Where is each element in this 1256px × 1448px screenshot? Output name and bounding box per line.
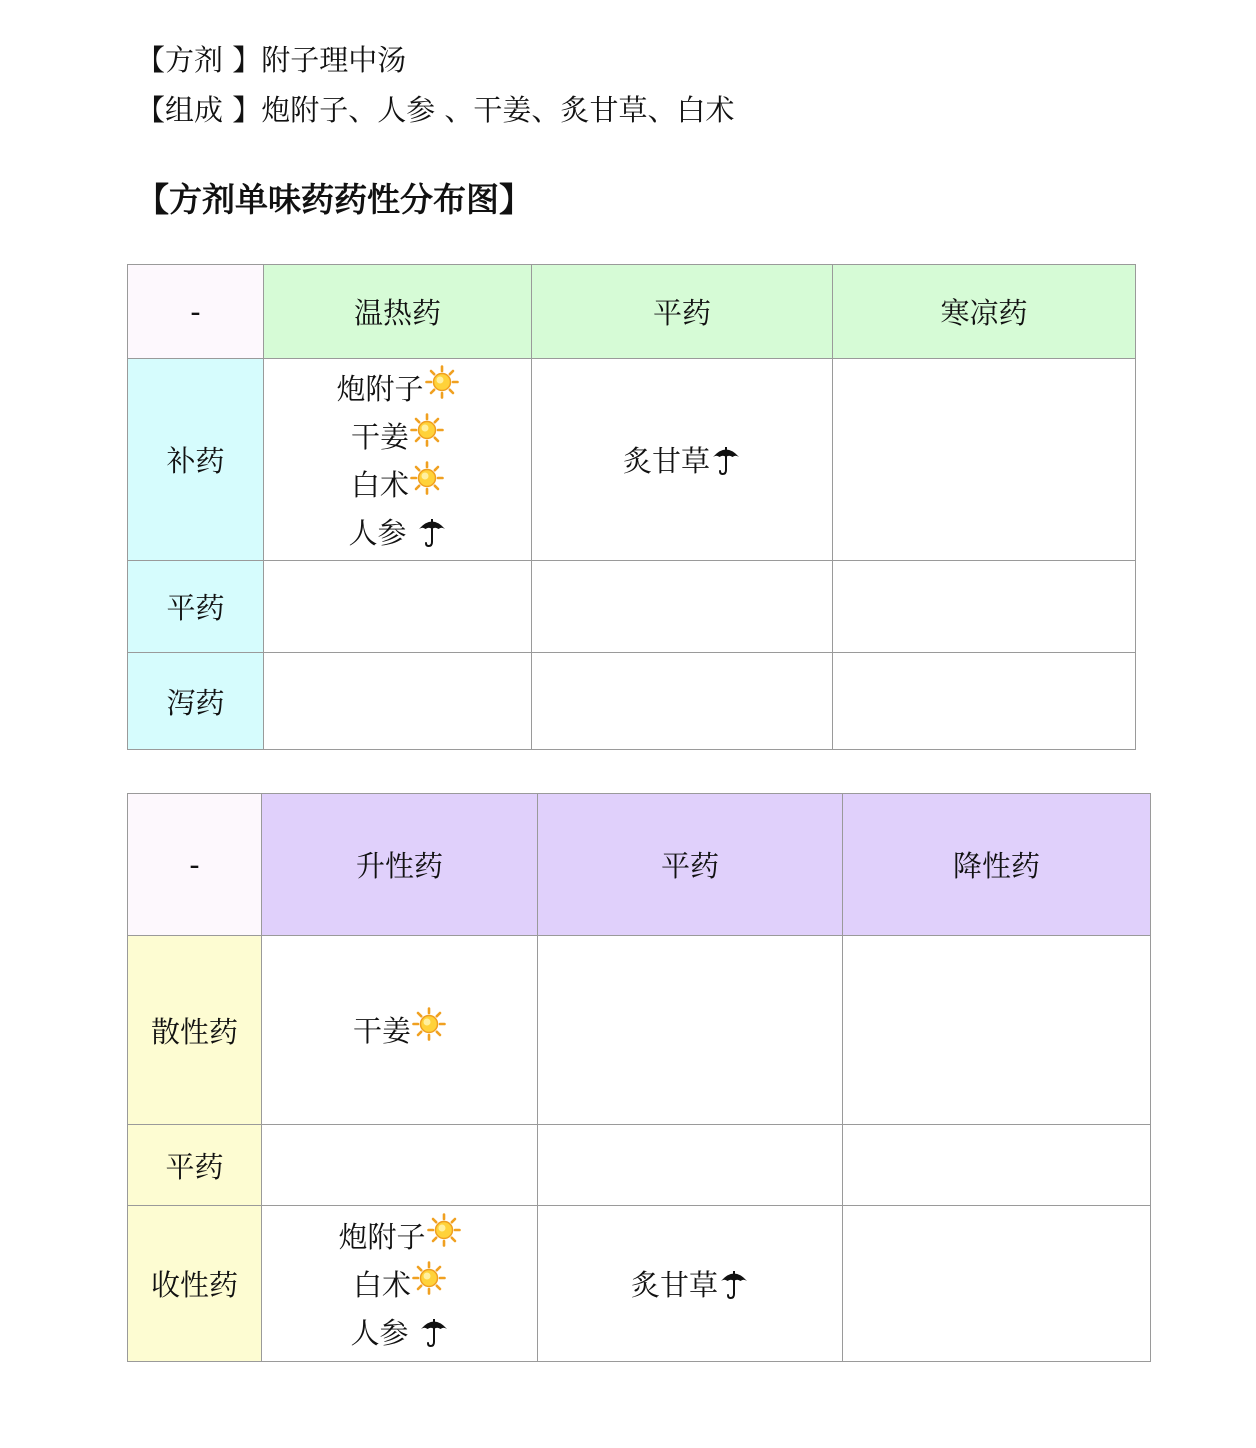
column-header-ascending: 升性药 [262, 794, 538, 936]
herb-entry [264, 412, 531, 460]
herb-entry [538, 1260, 842, 1308]
formula-composition-label: 【组成 】 [136, 93, 262, 127]
section-title: 【方剂单味药药性分布图】 [136, 180, 532, 219]
umbrella-icon [711, 446, 741, 476]
column-header-warm: 温热药 [264, 265, 532, 359]
sun-icon [412, 1275, 446, 1295]
direction-distribution-table [127, 793, 1151, 1362]
row-header-dispersing: 散性药 [128, 936, 262, 1125]
table-row [128, 653, 1136, 750]
table-cell [262, 936, 538, 1125]
herb-name: 白术 [352, 1267, 411, 1302]
herb-name: 炮附子 [336, 371, 424, 406]
herb-name: 人参 [350, 1315, 409, 1350]
table-cell [843, 1206, 1151, 1362]
herb-name: 人参 [348, 515, 407, 550]
herb-entry [532, 436, 832, 484]
sun-icon [427, 1227, 461, 1247]
herb-entry [262, 1260, 537, 1308]
herb-entry [264, 364, 531, 412]
herb-name: 白术 [350, 467, 409, 502]
table-cell [538, 936, 843, 1125]
herb-entry [262, 1006, 537, 1054]
herb-name: 干姜 [352, 1014, 411, 1048]
row-header-neutral: 平药 [128, 561, 264, 653]
herb-entry [264, 460, 531, 508]
table-cell [538, 1125, 843, 1206]
umbrella-icon [417, 518, 447, 548]
column-header-neutral: 平药 [532, 265, 833, 359]
table-corner-cell: - [128, 265, 264, 359]
table-row [128, 561, 1136, 653]
herb-name: 炙甘草 [630, 1267, 718, 1302]
herb-name: 炮附子 [338, 1219, 426, 1254]
herb-name: 干姜 [350, 419, 409, 454]
umbrella-icon [719, 1270, 749, 1300]
table-row [128, 936, 1151, 1125]
column-header-neutral: 平药 [538, 794, 843, 936]
umbrella-icon [419, 1318, 449, 1348]
herb-entry [262, 1212, 537, 1260]
herb-name: 炙甘草 [622, 443, 710, 478]
nature-distribution-table [127, 264, 1136, 750]
herb-entry [262, 1308, 537, 1356]
table-cell [264, 561, 532, 653]
formula-name-label: 【方剂 】 [136, 43, 262, 77]
table-row [128, 1206, 1151, 1362]
table-cell [843, 1125, 1151, 1206]
row-header-astringent: 收性药 [128, 1206, 262, 1362]
table-cell [833, 359, 1136, 561]
table-cell [843, 936, 1151, 1125]
table-cell [532, 653, 833, 750]
sun-icon [412, 1021, 446, 1041]
table-cell [833, 653, 1136, 750]
table-cell [262, 1206, 538, 1362]
table-header-row [128, 265, 1136, 359]
table-cell [833, 561, 1136, 653]
column-header-cold: 寒凉药 [833, 265, 1136, 359]
table-cell [538, 1206, 843, 1362]
row-header-tonic: 补药 [128, 359, 264, 561]
formula-name-line [136, 42, 406, 78]
sun-icon [425, 379, 459, 399]
sun-icon [410, 427, 444, 447]
table-cell [264, 653, 532, 750]
herb-entry [264, 508, 531, 556]
formula-composition-line [136, 92, 734, 128]
table-header-row [128, 794, 1151, 936]
table-cell [532, 561, 833, 653]
formula-composition-value: 炮附子、人参 、干姜、炙甘草、白术 [261, 93, 735, 127]
table-cell [264, 359, 532, 561]
row-header-neutral: 平药 [128, 1125, 262, 1206]
table-corner-cell: - [128, 794, 262, 936]
row-header-purging: 泻药 [128, 653, 264, 750]
table-row [128, 359, 1136, 561]
table-row [128, 1125, 1151, 1206]
column-header-descending: 降性药 [843, 794, 1151, 936]
sun-icon [410, 475, 444, 495]
formula-name-value: 附子理中汤 [261, 43, 407, 77]
table-cell [262, 1125, 538, 1206]
table-cell [532, 359, 833, 561]
